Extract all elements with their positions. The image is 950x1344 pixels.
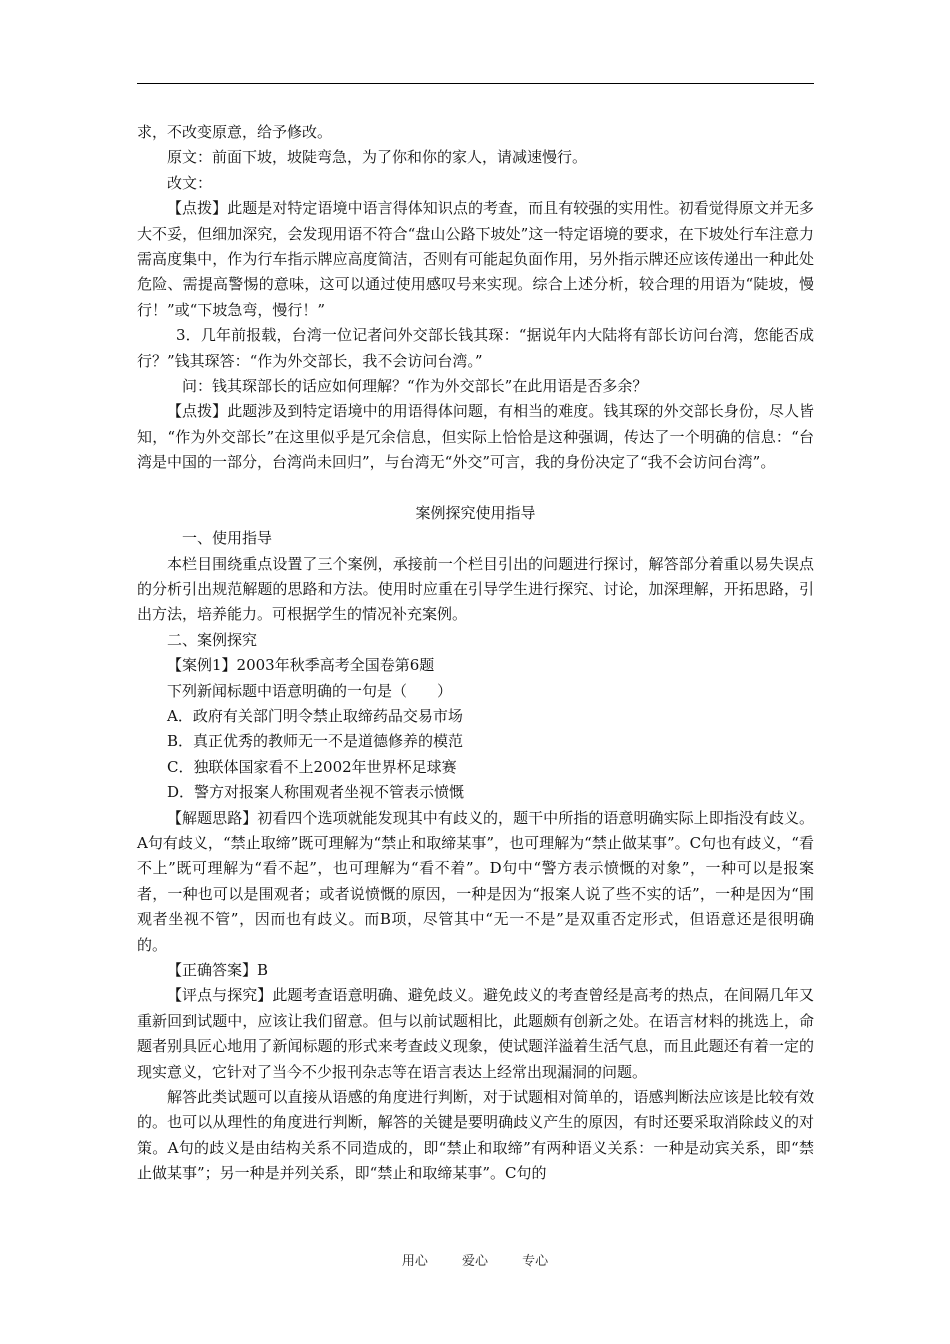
option-c: C．独联体国家看不上2002年世界杯足球赛 xyxy=(167,757,457,776)
option-d: D．警方对报案人称围观者坐视不管表示愤慨 xyxy=(167,783,465,802)
paragraph-method: 解答此类试题可以直接从语感的角度进行判断，对于试题相对简单的，语感判断法应该是比较有效的。也可以从理性的角度进行判断，解答的关键是要明确歧义产生的原因，有时还要采取消除歧义的对策。A句的歧义是由结构关系不同造成的，即“禁止和取缔”有两种语义关系：一种是动宾关系，即“禁止做某事”；另一种是并列关系，即“禁止和取缔某事”。C句的 xyxy=(137,1088,814,1183)
paragraph-revised-text: 改文： xyxy=(167,173,213,192)
paragraph-ask: 问：钱其琛部长的话应如何理解？“作为外交部长”在此用语是否多余？ xyxy=(182,377,648,396)
correct-answer: 【正确答案】B xyxy=(167,961,269,979)
header-rule xyxy=(137,83,814,84)
paragraph-continuation: 求，不改变原意，给予修改。 xyxy=(137,123,333,141)
paragraph-comment: 【评点与探究】此题考查语意明确、避免歧义。避免歧义的考查曾经是高考的热点，在间隔几年又重新回到试题中，应该让我们留意。但与以前试题相比，此题颇有创新之处。在语言材料的挑选上，命题者别具匠心地用了新闻标题的形式来考查歧义现象，使试题洋溢着生活气息，而且此题还有着一定的现实意义，它针对了当今不少报刊杂志等在语言表达上经常出现漏洞的问题。 xyxy=(137,986,814,1081)
document-body xyxy=(137,120,814,1187)
footer-item: 爱心 xyxy=(461,1254,488,1269)
case-question: 下列新闻标题中语意明确的一句是（ ） xyxy=(167,681,453,700)
paragraph-analysis: 【解题思路】初看四个选项就能发现其中有歧义的，题干中所指的语意明确实际上即指没有歧义。A句有歧义，“禁止取缔”既可理解为“禁止和取缔某事”，也可理解为“禁止做某事”。C句也有歧义，“看不上”既可理解为“看不起”，也可理解为“看不着”。D句中“警方表示愤慨的对象”，一种可以是报案者，一种也可以是围观者；或者说愤慨的原因，一种是因为“报案人说了些不实的话”，一种是因为“围观者坐视不管”，因而也有歧义。而B项，尽管其中“无一不是”是双重否定形式，但语意还是很明确的。 xyxy=(137,808,814,954)
footer-item: 用心 xyxy=(401,1254,428,1269)
option-b: B．真正优秀的教师无一不是道德修养的模范 xyxy=(167,732,464,751)
paragraph-question-3: 3．几年前报载，台湾一位记者问外交部长钱其琛：“据说年内大陆将有部长访问台湾，您能否成行？”钱其琛答：“作为外交部长，我不会访问台湾。” xyxy=(137,326,814,370)
page-footer xyxy=(0,1250,950,1269)
paragraph-hint-2: 【点拨】此题涉及到特定语境中的用语得体问题，有相当的难度。钱其琛的外交部长身份，尽人皆知，“作为外交部长”在这里似乎是冗余信息，但实际上恰恰是这种强调，传达了一个明确的信息：“台湾是中国的一部分，台湾尚未回归”，与台湾无“外交”可言，我的身份决定了“我不会访问台湾”。 xyxy=(137,402,814,472)
case-title: 【案例1】2003年秋季高考全国卷第6题 xyxy=(167,656,435,675)
paragraph-hint-1: 【点拨】此题是对特定语境中语言得体知识点的考查，而且有较强的实用性。初看觉得原文并无多大不妥，但细加深究，会发现用语不符合“盘山公路下坡处”这一特定语境的要求，在下坡处行车注意力需高度集中，作为行车指示牌应高度简洁，否则有可能起负面作用，另外指示牌还应该传递出一种此处危险、需提高警惕的意味，这可以通过使用感叹号来实现。综合上述分析，较合理的用语为“陡坡，慢行！”或“下坡急弯，慢行！” xyxy=(137,199,814,319)
option-a: A．政府有关部门明令禁止取缔药品交易市场 xyxy=(167,706,463,725)
paragraph-original-text: 原文：前面下坡，坡陡弯急，为了你和你的家人，请减速慢行。 xyxy=(167,148,588,167)
paragraph-intro: 本栏目围绕重点设置了三个案例，承接前一个栏目引出的问题进行探讨，解答部分着重以易失误点的分析引出规范解题的思路和方法。使用时应重在引导学生进行探究、讨论，加深理解，开拓思路，引出方法，培养能力。可根据学生的情况补充案例。 xyxy=(137,554,814,624)
heading-usage-guide: 一、使用指导 xyxy=(182,529,273,548)
heading-case-study: 二、案例探究 xyxy=(167,630,258,649)
section-title: 案例探究使用指导 xyxy=(415,503,536,522)
footer-item: 专心 xyxy=(522,1254,549,1269)
